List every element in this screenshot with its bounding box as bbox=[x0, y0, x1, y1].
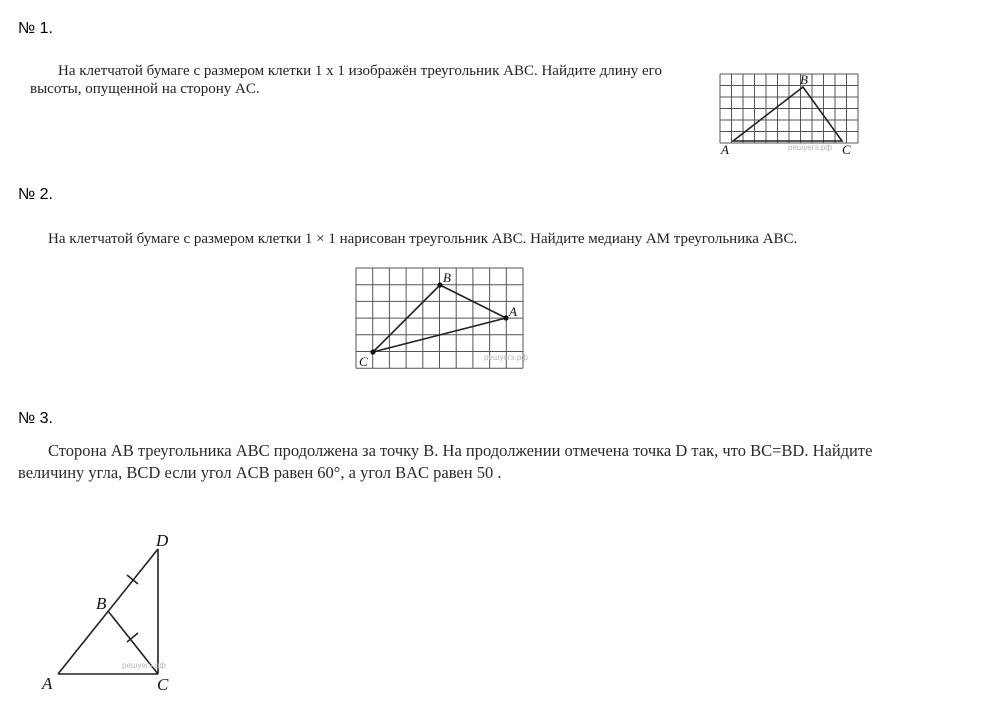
watermark: решуегэ.рф bbox=[122, 661, 166, 670]
problem-1-grid bbox=[720, 74, 858, 143]
point-c bbox=[370, 349, 375, 354]
label-c: C bbox=[359, 354, 368, 369]
label-a: A bbox=[721, 142, 729, 157]
problem-1-figure bbox=[718, 70, 858, 160]
watermark: решуегэ.рф bbox=[788, 143, 832, 152]
problem-2-figure bbox=[356, 268, 531, 378]
problem-1-text-line1: На клетчатой бумаге с размером клетки 1 x 1 изображён треугольник ABC. Найдите длину его bbox=[58, 63, 662, 79]
problem-1-text bbox=[30, 62, 720, 98]
label-c: C bbox=[842, 142, 851, 157]
problem-3-figure bbox=[30, 525, 230, 700]
point-b bbox=[437, 282, 442, 287]
label-a: A bbox=[509, 304, 517, 319]
label-a: A bbox=[42, 674, 53, 693]
problem-3-number: № 3. bbox=[18, 410, 53, 427]
watermark: решуегэ.рф bbox=[484, 353, 528, 362]
label-b: B bbox=[443, 270, 451, 285]
label-c: C bbox=[157, 675, 169, 694]
problem-3-text-line2: величину угла, BCD если угол ACB равен 60°, а угол BAC равен 50 . bbox=[18, 463, 502, 482]
problem-1-number: № 1. bbox=[18, 20, 53, 37]
problem-2-number: № 2. bbox=[18, 186, 53, 203]
problem-3-text-line1: Сторона AB треугольника ABC продолжена за точку B. На продолжении отмечена точка D так, что BC=BD. Найдите bbox=[48, 441, 873, 460]
problem-2-text: На клетчатой бумаге с размером клетки 1 × 1 нарисован треугольник ABC. Найдите медиану AM треугольника ABC. bbox=[48, 231, 798, 247]
problem-3-text bbox=[18, 440, 968, 484]
label-d: D bbox=[156, 531, 169, 550]
triangle-abc bbox=[733, 87, 842, 141]
point-a bbox=[503, 315, 508, 320]
problem-1-text-line2: высоты, опущенной на сторону AC. bbox=[30, 81, 260, 97]
label-b: B bbox=[96, 594, 107, 613]
label-b: B bbox=[800, 72, 808, 87]
